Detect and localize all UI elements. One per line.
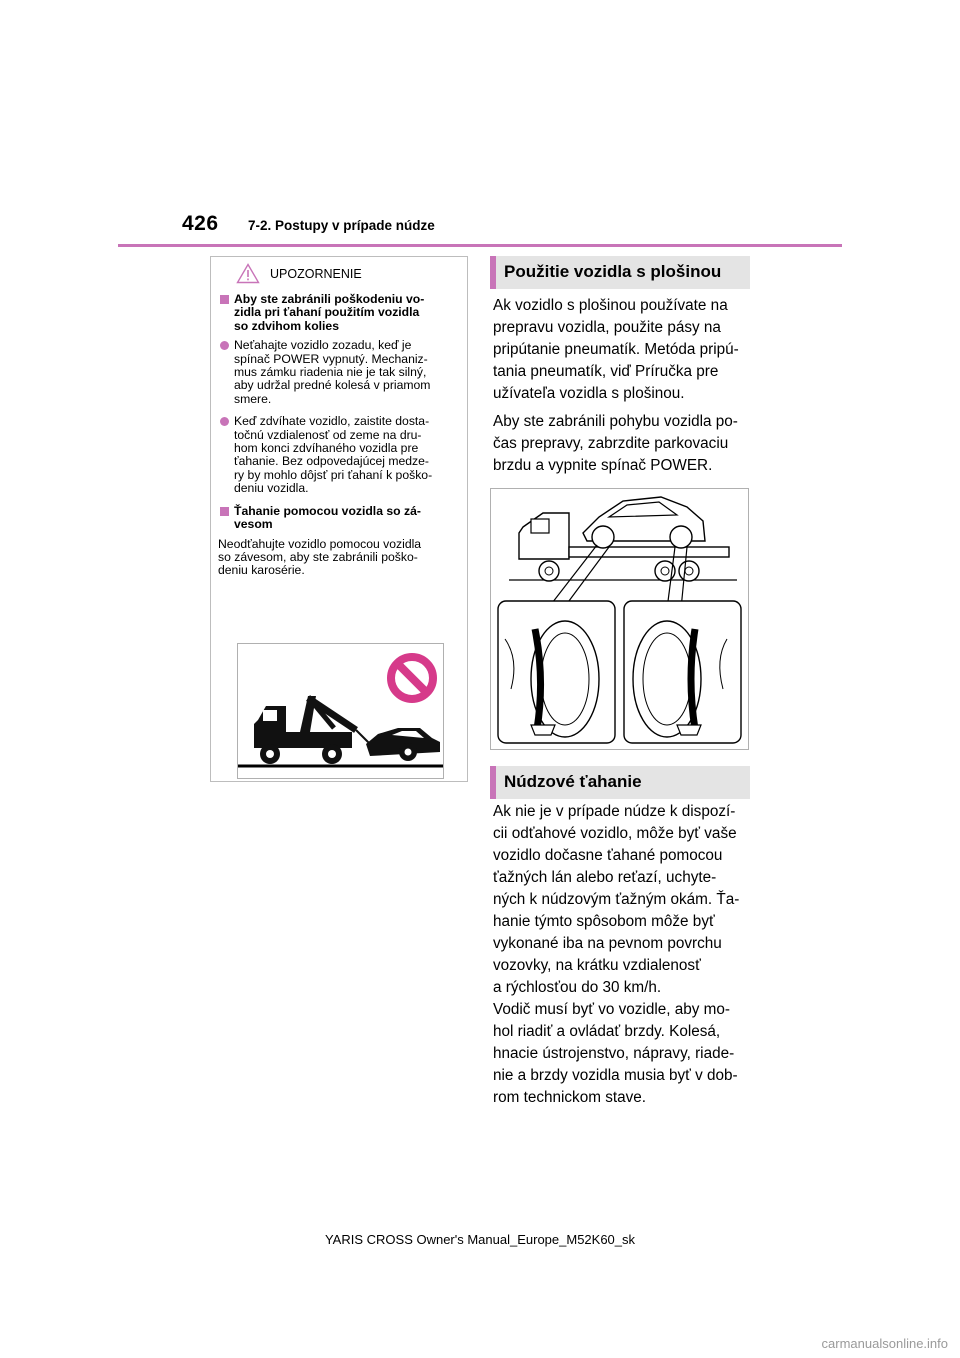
- round-bullet-icon: [220, 341, 229, 350]
- warning-heading-wheel-lift: [218, 293, 466, 333]
- flatbed-heading: Použitie vozidla s plošinou: [490, 256, 750, 289]
- bullet-text: Keď zdvíhate vozidlo, zaistite dosta- točnú vzdialenosť od zeme na dru- hom konci zdvíhaného vozidla pre ťahanie. Bez odpovedajúcej medze- ry by mohlo dôjsť pri ťahaní k poško- deniu vozidla.: [234, 414, 433, 496]
- heading-text: Ťahanie pomocou vozidla so zá- vesom: [234, 503, 421, 532]
- warning-paragraph: Neodťahujte vozidlo pomocou vozidla so závesom, aby ste zabránili poško- deniu karosérie.: [218, 536, 422, 578]
- warning-header: [223, 263, 457, 285]
- emergency-heading: Núdzové ťahanie: [490, 766, 750, 799]
- bullet-text: Neťahajte vozidlo zozadu, keď je spínač POWER vypnutý. Mechaniz- mus zámku riadenia nie je tak silný, aby udržal predné kolesá v priamom smere.: [234, 338, 431, 406]
- square-bullet-icon: [220, 507, 229, 516]
- sling-tow-truck-illustration: [237, 643, 444, 779]
- square-bullet-icon: [220, 295, 229, 304]
- warning-triangle-icon: [236, 263, 260, 287]
- warning-box: [210, 256, 468, 782]
- flatbed-paragraph-1: Ak vozidlo s plošinou používate na prepravu vozidla, použite pásy na pripútanie pneumatík. Metóda pripú- tania pneumatík, viď Príručka pre užívateľa vozidla s plošinou.: [493, 297, 739, 402]
- warning-heading-sling-type: [218, 505, 466, 532]
- round-bullet-icon: [220, 417, 229, 426]
- flatbed-paragraph-2: Aby ste zabránili pohybu vozidla po- čas prepravy, zabrzdite parkovaciu brzdu a vypnite spínač POWER.: [493, 413, 738, 474]
- watermark: carmanualsonline.info: [821, 1336, 948, 1351]
- prohibition-icon: [391, 657, 433, 699]
- page-number: 426: [182, 212, 219, 235]
- footer-manual-name: YARIS CROSS Owner's Manual_Europe_M52K60_sk: [324, 1232, 636, 1247]
- heading-text: Aby ste zabránili poškodeniu vo- zidla pri ťahaní použitím vozidla so zdvihom kolies: [234, 292, 425, 333]
- emergency-paragraph: Ak nie je v prípade núdze k dispozí- cii odťahové vozidlo, môže byť vaše vozidlo dočasne ťahané pomocou ťažných lán alebo reťazí, uchyte- ných k núdzovým ťažným okám. Ťa- hanie týmto spôsobom môže byť vykonané iba na pevnom povrchu vozovky, na krátku vzdialenosť a rýchlosťou do 30 km/h. Vodič musí byť vo vozidle, aby mo- hol riadiť a ovládať brzdy. Kolesá, hnacie ústrojenstvo, nápravy, riade- nie a brzdy vozidla musia byť v dob- rom technickom stave.: [493, 803, 740, 1106]
- warning-bullet-power-off: [218, 339, 466, 406]
- flatbed-truck-illustration: [490, 488, 749, 750]
- warning-content: [218, 293, 466, 590]
- warning-bullet-clearance: [218, 415, 466, 495]
- section-title: 7-2. Postupy v prípade núdze: [248, 218, 435, 233]
- warning-label: UPOZORNENIE: [270, 267, 362, 281]
- header-rule: [118, 244, 842, 247]
